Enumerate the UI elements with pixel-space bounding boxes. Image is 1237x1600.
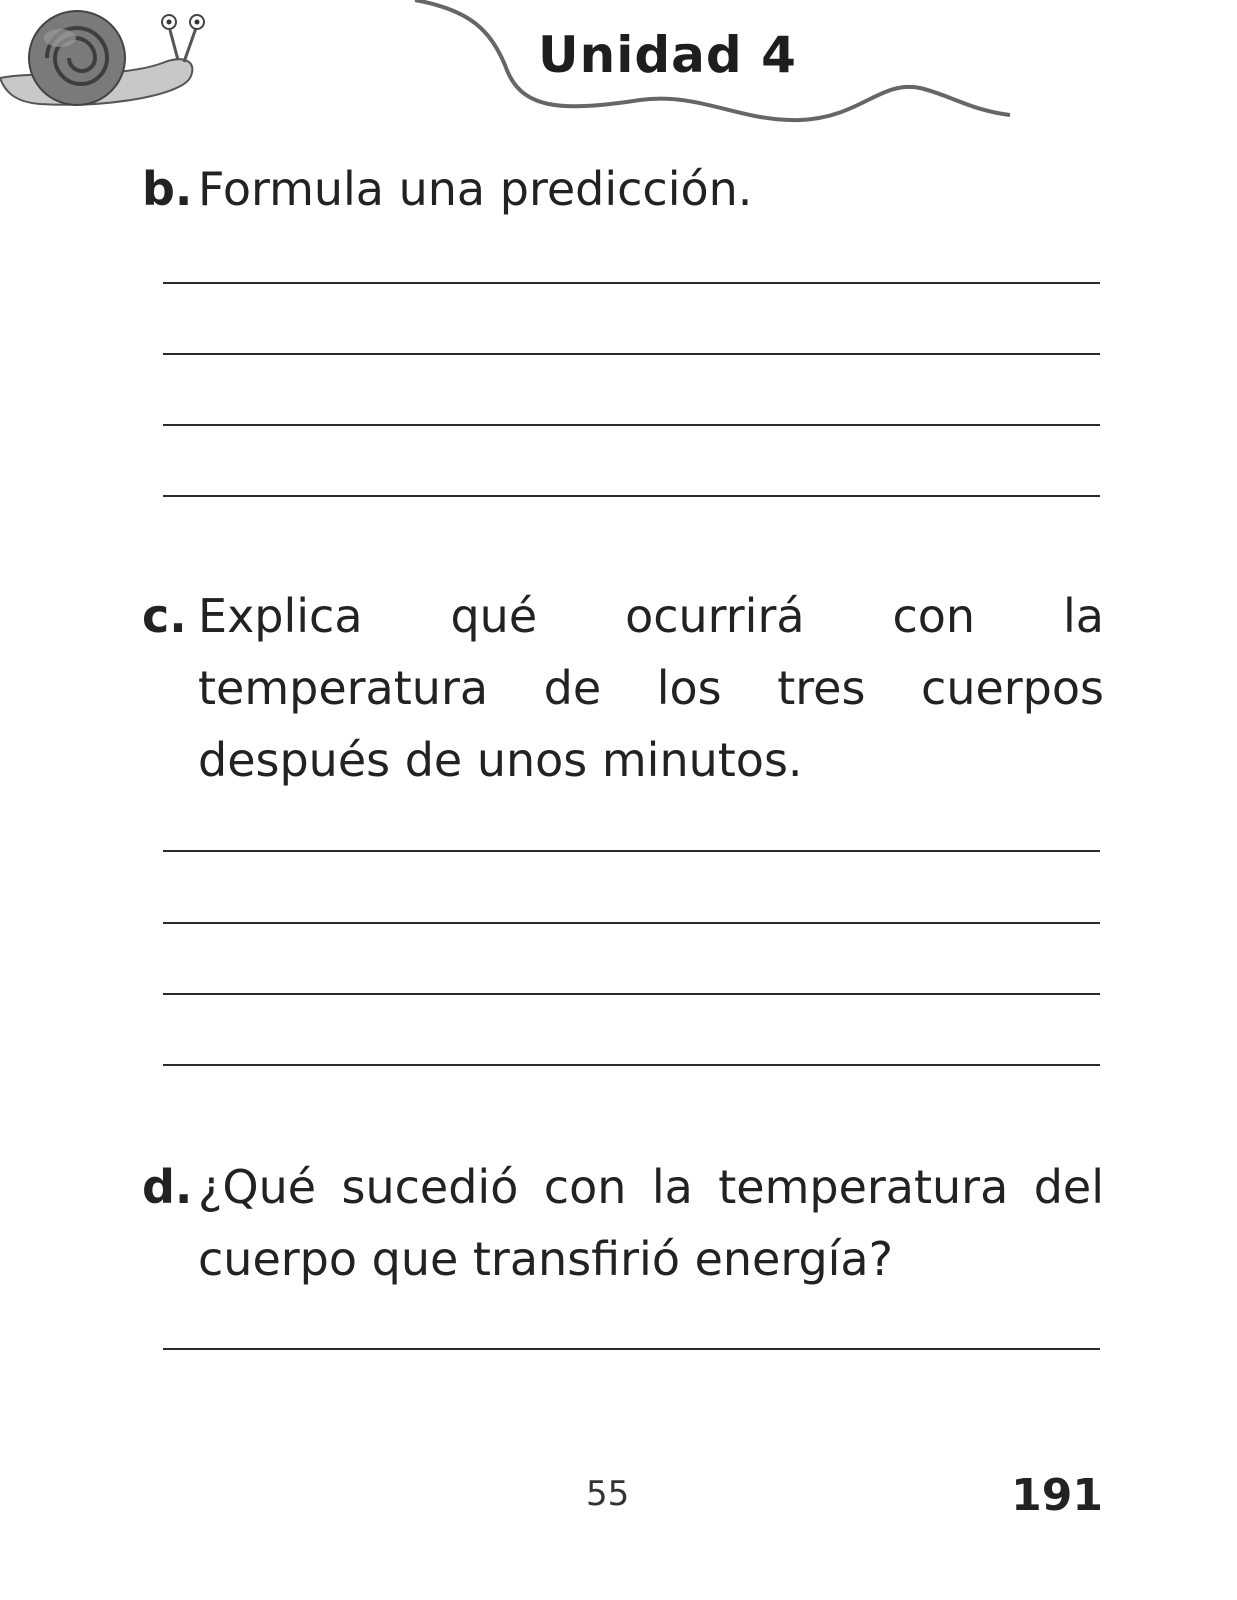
answer-line[interactable]: [163, 282, 1100, 284]
unit-header: [0, 0, 1237, 140]
answer-line[interactable]: [163, 424, 1100, 426]
question-c: [142, 580, 1104, 796]
question-text: Explica qué ocurrirá con la temperatura de los tres cuerpos después de unos minutos.: [198, 589, 1104, 787]
answer-line[interactable]: [163, 850, 1100, 852]
answer-line[interactable]: [163, 922, 1100, 924]
page-number: 191: [1011, 1470, 1103, 1521]
unit-title: Unidad 4: [538, 26, 797, 84]
question-text: ¿Qué sucedió con la temperatura del cuerpo que transfirió energía?: [198, 1160, 1104, 1286]
question-text: Formula una predicción.: [198, 162, 753, 216]
question-b: [142, 153, 1104, 225]
question-letter: c.: [142, 589, 187, 643]
question-letter: d.: [142, 1160, 193, 1214]
question-letter: b.: [142, 162, 193, 216]
answer-line[interactable]: [163, 495, 1100, 497]
question-d: [142, 1151, 1104, 1295]
answer-line[interactable]: [163, 993, 1100, 995]
center-page-number: 55: [586, 1474, 630, 1514]
answer-line[interactable]: [163, 1348, 1100, 1350]
answer-line[interactable]: [163, 1064, 1100, 1066]
snail-icon: [0, 0, 205, 115]
answer-line[interactable]: [163, 353, 1100, 355]
